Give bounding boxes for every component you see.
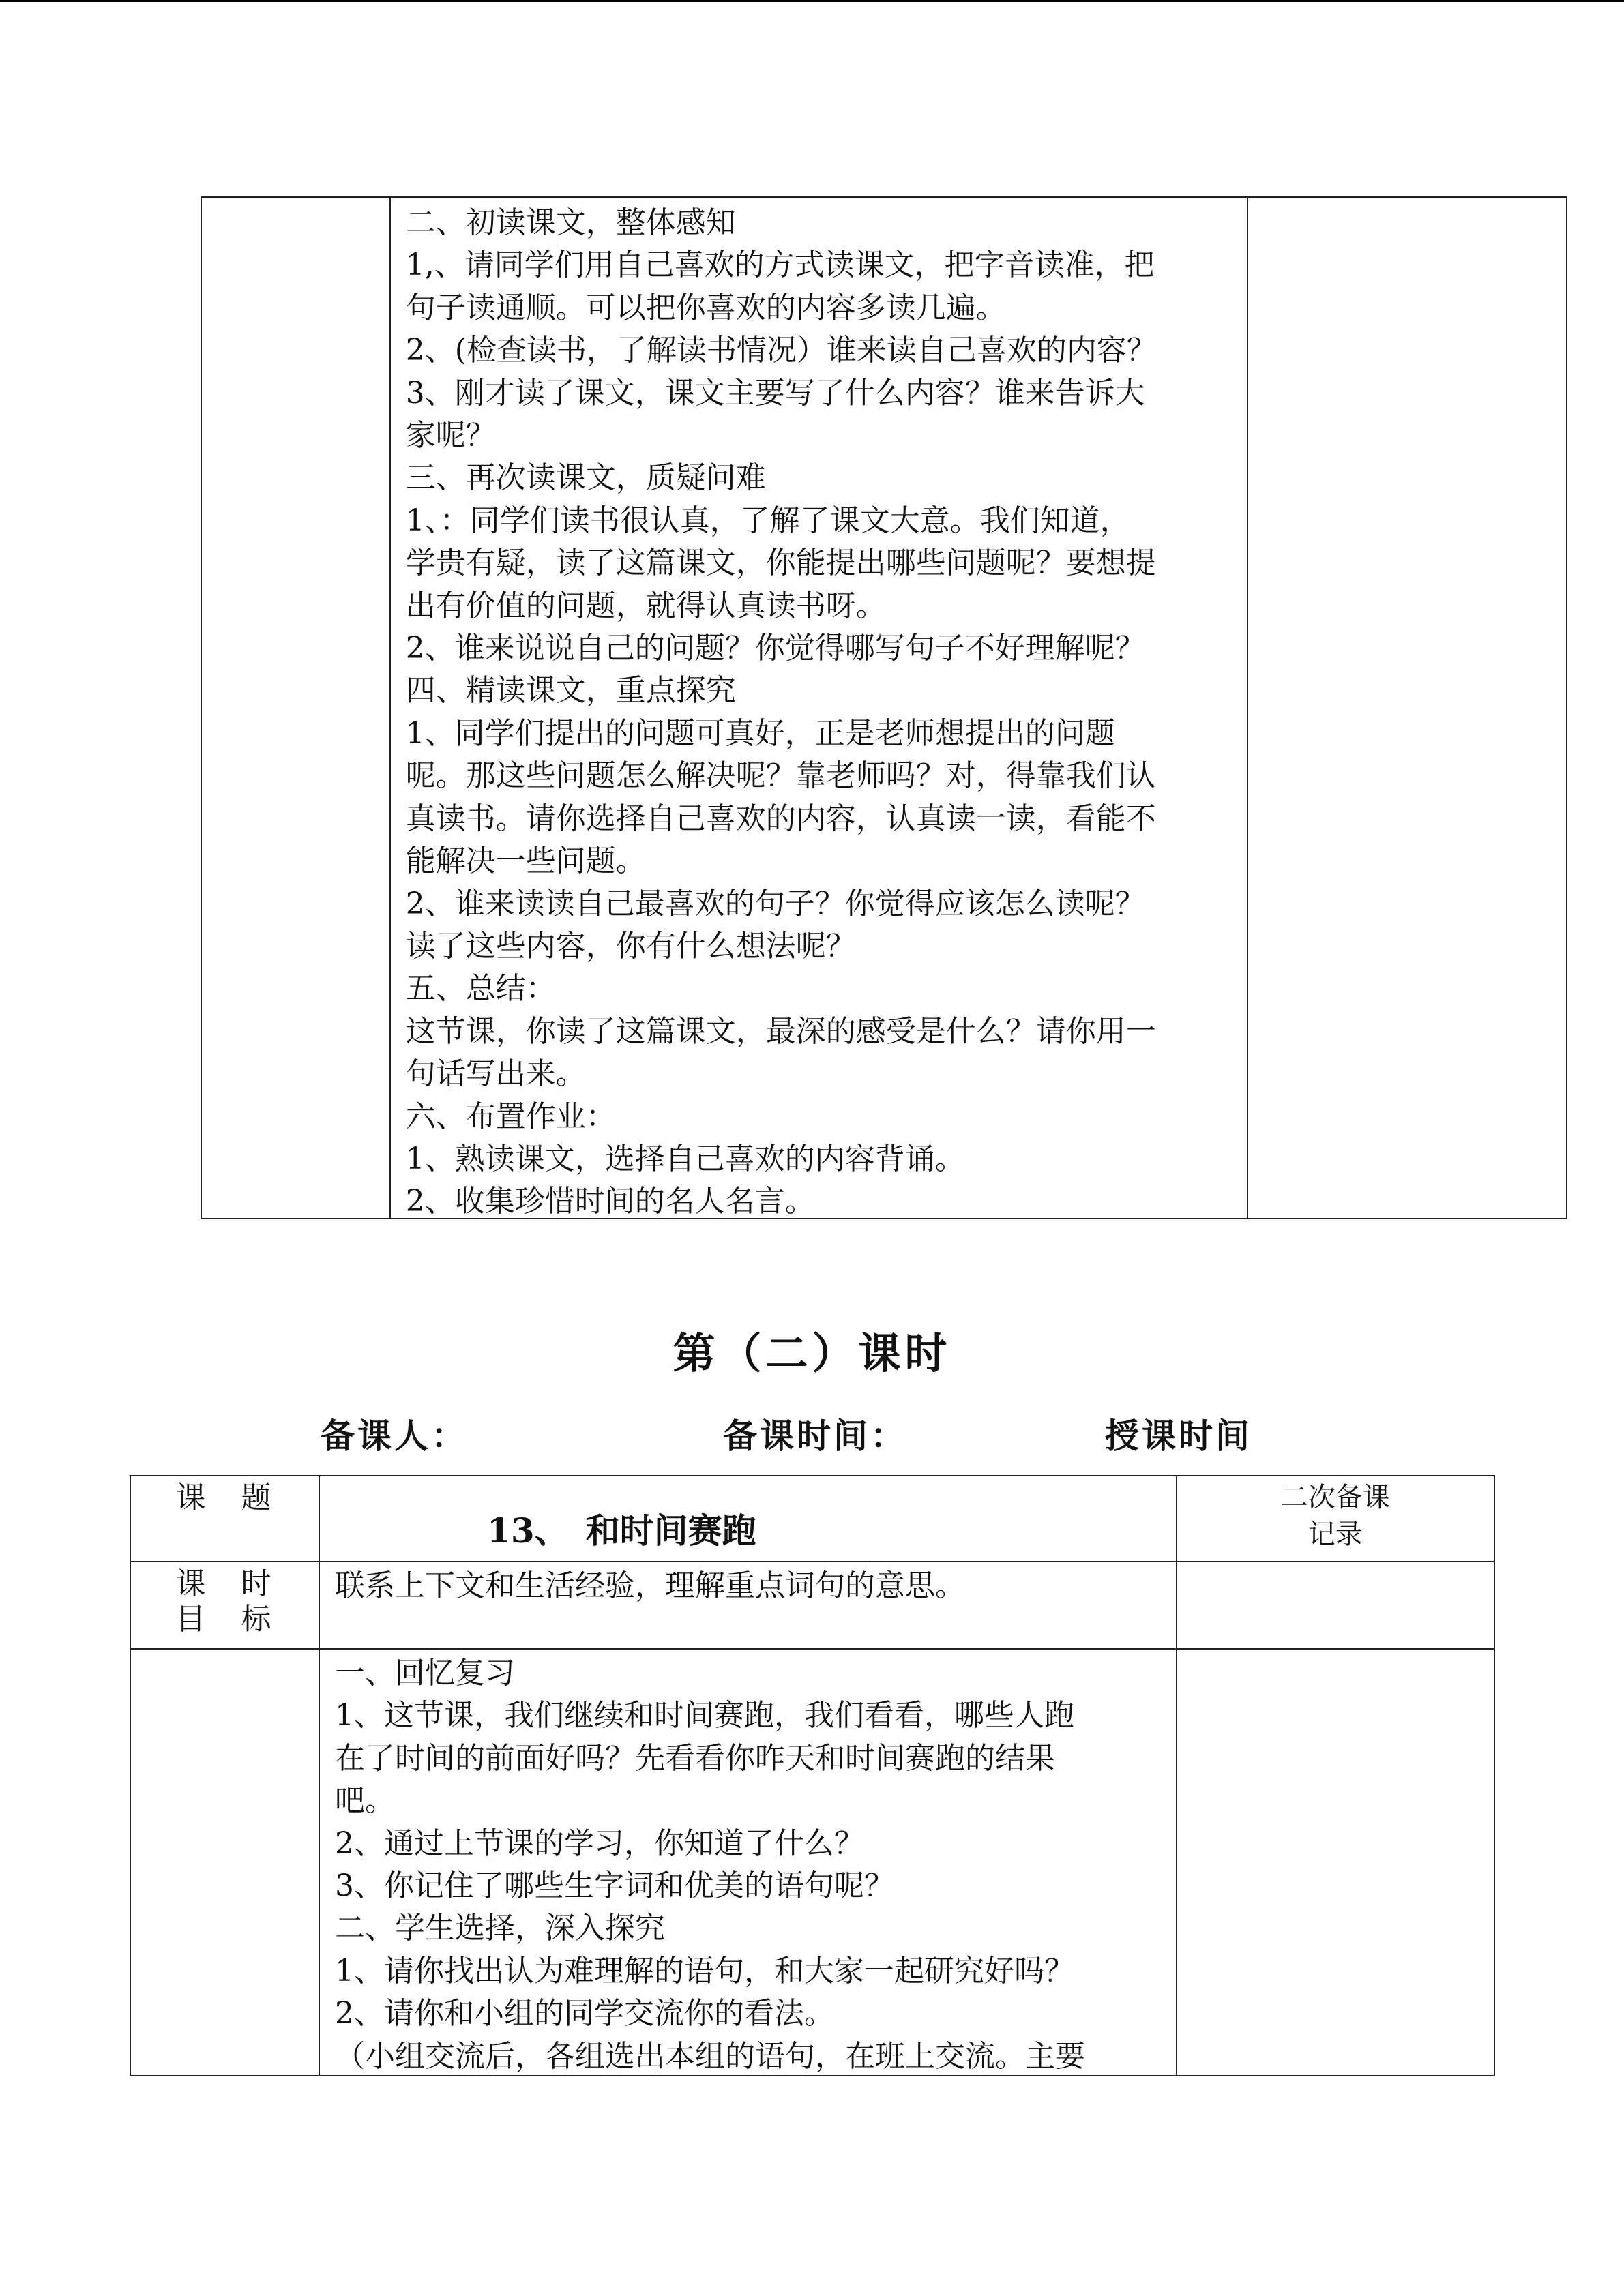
table1-line: 3、刚才读了课文，课文主要写了什么内容？谁来告诉大 bbox=[405, 375, 1145, 411]
table1-line: 1,、请同学们用自己喜欢的方式读课文，把字音读准，把 bbox=[405, 248, 1155, 283]
lesson-table-1 bbox=[201, 196, 1567, 1219]
goal-label-cell bbox=[130, 1562, 319, 1649]
second-prep-label: 二次备课 bbox=[1280, 1482, 1390, 1513]
table1-line: 学贵有疑，读了这篇课文，你能提出哪些问题呢？要想提 bbox=[405, 546, 1156, 581]
table1-line: 句话写出来。 bbox=[405, 1056, 586, 1092]
table1-line: 五、总结： bbox=[405, 971, 556, 1007]
table1-line: 呢。那这些问题怎么解决呢？靠老师吗？对，得靠我们认 bbox=[405, 758, 1156, 794]
table1-line: 家呢？ bbox=[405, 418, 496, 453]
record-label: 记录 bbox=[1308, 1519, 1363, 1550]
table1-left-cell bbox=[201, 197, 390, 1219]
table1-line: 句子读通顺。可以把你喜欢的内容多读几遍。 bbox=[405, 290, 1006, 325]
top-border-line bbox=[0, 0, 1624, 2]
prep-time-label: 备课时间： bbox=[723, 1416, 907, 1456]
table1-content-cell bbox=[390, 197, 1247, 1219]
teach-time-label: 授课时间 bbox=[1105, 1416, 1252, 1456]
table1-line: 四、精读课文，重点探究 bbox=[405, 673, 736, 709]
table1-line: 1、：同学们读书很认真，了解了课文大意。我们知道， bbox=[405, 503, 1130, 538]
preparer-label: 备课人： bbox=[321, 1416, 468, 1456]
process-label-cell bbox=[130, 1649, 319, 2076]
process-notes-cell bbox=[1177, 1649, 1494, 2076]
table2-lesson-text bbox=[320, 1650, 1176, 2072]
table2-line: 3、你记住了哪些生字词和优美的语句呢？ bbox=[335, 1868, 895, 1904]
table2-line: 2、通过上节课的学习，你知道了什么？ bbox=[335, 1825, 865, 1861]
lesson-period-heading: 第（二）课时 bbox=[673, 1328, 951, 1378]
table1-line: 1、熟读课文，选择自己喜欢的内容背诵。 bbox=[405, 1141, 965, 1176]
table1-line: 三、再次读课文，质疑问难 bbox=[405, 460, 766, 496]
goal-label-line1: 课 时 bbox=[175, 1566, 274, 1601]
table1-line: 1、同学们提出的问题可真好，正是老师想提出的问题 bbox=[405, 715, 1115, 751]
table1-line: 六、布置作业： bbox=[405, 1099, 616, 1134]
table2-line: 二、学生选择，深入探究 bbox=[335, 1911, 666, 1946]
table2-line: 一、回忆复习 bbox=[335, 1656, 516, 1690]
table1-line: 真读书。请你选择自己喜欢的内容，认真读一读，看能不 bbox=[405, 801, 1156, 836]
table1-line: 2、谁来读读自己最喜欢的句子？你觉得应该怎么读呢？ bbox=[405, 886, 1145, 921]
table1-line: 出有价值的问题，就得认真读书呀。 bbox=[405, 588, 886, 623]
goal-label-line2: 目 标 bbox=[175, 1602, 274, 1637]
topic-title: 13、 和时间赛跑 bbox=[487, 1510, 756, 1551]
table1-line: 这节课，你读了这篇课文，最深的感受是什么？请你用一 bbox=[405, 1013, 1156, 1049]
lesson-table-2 bbox=[130, 1475, 1495, 2076]
table1-line: 读了这些内容，你有什么想法呢？ bbox=[405, 928, 856, 964]
table2-line: （小组交流后，各组选出本组的语句，在班上交流。主要 bbox=[335, 2038, 1086, 2072]
table2-line: 在了时间的前面好吗？先看看你昨天和时间赛跑的结果 bbox=[335, 1740, 1056, 1776]
topic-label: 课 题 bbox=[175, 1480, 274, 1515]
table1-line: 2、(检查读书，了解读书情况）谁来读自己喜欢的内容？ bbox=[405, 333, 1157, 368]
table2-line: 吧。 bbox=[335, 1783, 396, 1819]
goal-value-cell bbox=[319, 1562, 1177, 1649]
table2-line: 1、请你找出认为难理解的语句，和大家一起研究好吗？ bbox=[335, 1953, 1075, 1988]
topic-label-cell bbox=[130, 1476, 319, 1562]
table1-line: 二、初读课文，整体感知 bbox=[405, 205, 736, 240]
table2-line: 2、请你和小组的同学交流你的看法。 bbox=[335, 1996, 835, 2031]
table1-notes-cell bbox=[1247, 197, 1567, 1219]
table1-lesson-text bbox=[391, 198, 1247, 1218]
second-prep-header-cell bbox=[1177, 1476, 1494, 1562]
goal-text: 联系上下文和生活经验，理解重点词句的意思。 bbox=[335, 1568, 966, 1603]
goal-notes-cell bbox=[1177, 1562, 1494, 1649]
table1-line: 2、谁来说说自己的问题？你觉得哪写句子不好理解呢？ bbox=[405, 631, 1145, 666]
topic-value-cell bbox=[319, 1476, 1177, 1562]
process-content-cell bbox=[319, 1649, 1177, 2076]
table1-line: 2、收集珍惜时间的名人名言。 bbox=[405, 1184, 815, 1219]
table1-line: 能解决一些问题。 bbox=[405, 844, 646, 879]
table2-line: 1、这节课，我们继续和时间赛跑，我们看看，哪些人跑 bbox=[335, 1698, 1075, 1733]
